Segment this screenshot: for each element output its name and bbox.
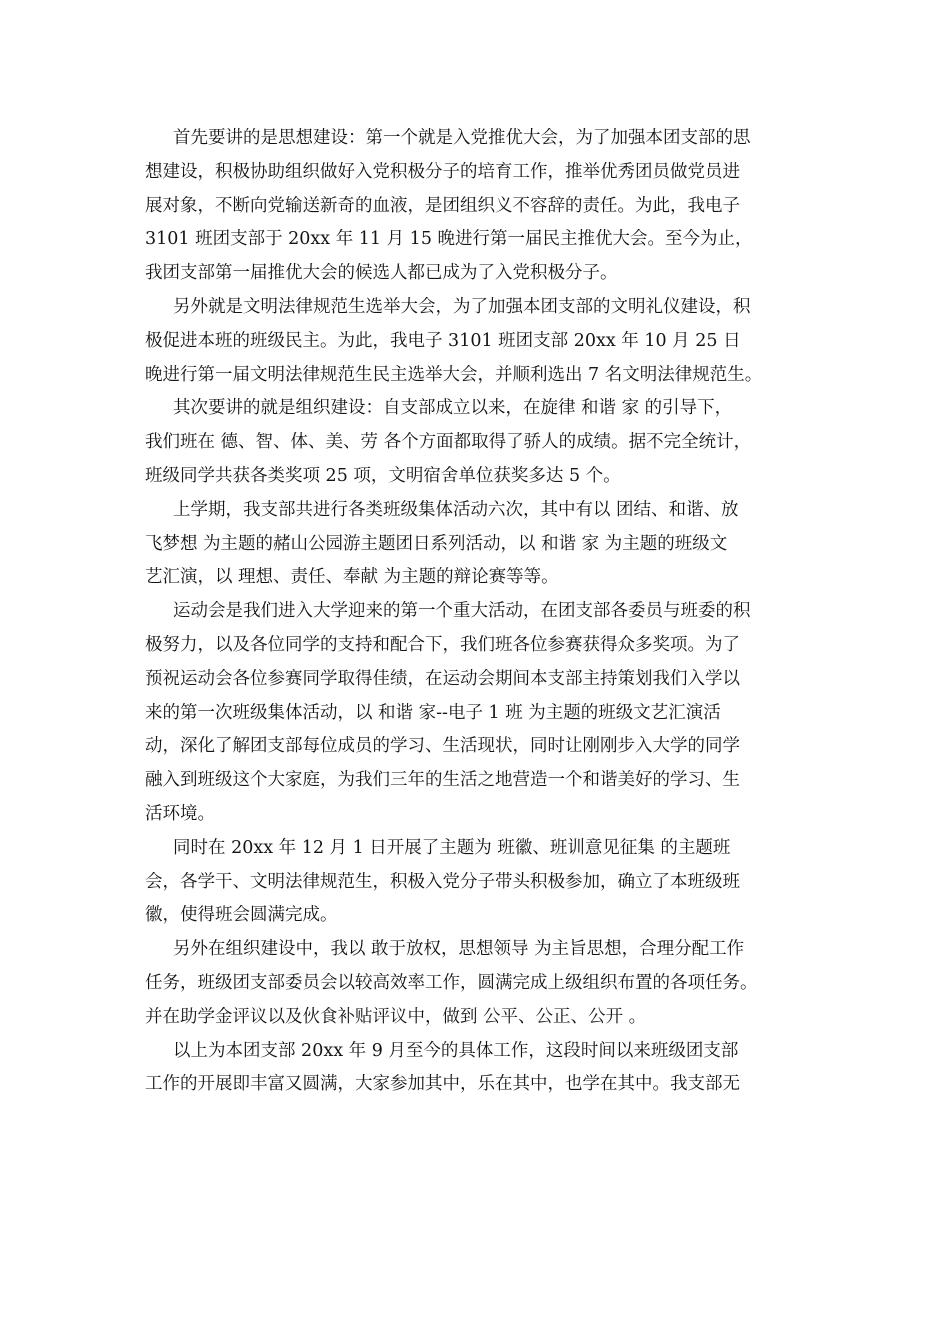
text-line: 上学期，我支部共进行各类班级集体活动六次，其中有以 团结、和谐、放: [173, 499, 739, 520]
text-line: 会，各学干、文明法律规范生，积极入党分子带头积极参加，确立了本班级班: [145, 871, 740, 892]
text-line: 展对象，不断向党输送新奇的血液，是团组织义不容辞的责任。为此，我电子: [145, 195, 740, 216]
text-line: 预祝运动会各位参赛同学取得佳绩，在运动会期间本支部主持策划我们入学以: [145, 668, 740, 689]
text-line: 极促进本班的班级民主。为此，我电子 3101 班团支部 20xx 年 10 月 25 日: [145, 330, 741, 351]
text-line: 其次要讲的就是组织建设：自支部成立以来，在旋律 和谐 家 的引导下，: [173, 398, 733, 419]
text-line: 我们班在 德、智、体、美、劳 各个方面都取得了骄人的成绩。据不完全统计，: [145, 432, 752, 453]
text-line: 另外在组织建设中，我以 敢于放权，思想领导 为主旨思想，合理分配工作: [173, 939, 745, 960]
paragraph-last-semester: [145, 494, 825, 595]
paragraph-organization-building: [145, 392, 825, 493]
paragraph-civility-election: [145, 291, 825, 392]
text-line: 运动会是我们进入大学迎来的第一个重大活动，在团支部各委员与班委的积: [173, 601, 751, 622]
text-line: 晚进行第一届文明法律规范生民主选举大会，并顺利选出 7 名文明法律规范生。: [145, 364, 763, 385]
text-line: 飞梦想 为主题的赭山公园游主题团日系列活动，以 和谐 家 为主题的班级文: [145, 533, 728, 554]
document-body: [145, 122, 825, 1102]
text-line: 班级同学共获各类奖项 25 项，文明宿舍单位获奖多达 5 个。: [145, 465, 621, 486]
text-line: 极努力，以及各位同学的支持和配合下，我们班各位参赛获得众多奖项。为了: [145, 634, 740, 655]
paragraph-summary: [145, 1035, 825, 1103]
text-line: 想建设，积极协助组织做好入党积极分子的培育工作，推举优秀团员做党员进: [145, 161, 740, 182]
text-line: 另外就是文明法律规范生选举大会，为了加强本团支部的文明礼仪建设，积: [173, 296, 751, 317]
text-line: 首先要讲的是思想建设：第一个就是入党推优大会，为了加强本团支部的思: [173, 128, 751, 148]
text-line: 艺汇演，以 理想、责任、奉献 为主题的辩论赛等等。: [145, 567, 559, 588]
text-line: 工作的开展即丰富又圆满，大家参加其中，乐在其中，也学在其中。我支部无: [145, 1074, 740, 1095]
paragraph-sports-meet: [145, 595, 825, 832]
text-line: 活环境。: [145, 803, 215, 824]
text-line: 3101 班团支部于 20xx 年 11 月 15 晚进行第一届民主推优大会。至今为止，: [145, 229, 753, 250]
text-line: 并在助学金评议以及伙食补贴评议中，做到 公平、公正、公开 。: [145, 1006, 647, 1027]
paragraph-class-meeting: [145, 832, 825, 933]
text-line: 任务，班级团支部委员会以较高效率工作，圆满完成上级组织布置的各项任务。: [145, 972, 758, 993]
text-line: 动，深化了解团支部每位成员的学习、生活现状，同时让刚刚步入大学的同学: [145, 736, 740, 757]
text-line: 同时在 20xx 年 12 月 1 日开展了主题为 班徽、班训意见征集 的主题班: [173, 837, 731, 858]
text-line: 以上为本团支部 20xx 年 9 月至今的具体工作，这段时间以来班级团支部: [173, 1040, 739, 1061]
text-line: 我团支部第一届推优大会的候选人都已成为了入党积极分子。: [145, 263, 618, 284]
paragraph-delegation: [145, 933, 825, 1034]
text-line: 徽，使得班会圆满完成。: [145, 905, 338, 926]
paragraph-ideological-building: [145, 122, 825, 291]
text-line: 来的第一次班级集体活动，以 和谐 家--电子 1 班 为主题的班级文艺汇演活: [145, 702, 721, 723]
text-line: 融入到班级这个大家庭，为我们三年的生活之地营造一个和谐美好的学习、生: [145, 770, 740, 791]
